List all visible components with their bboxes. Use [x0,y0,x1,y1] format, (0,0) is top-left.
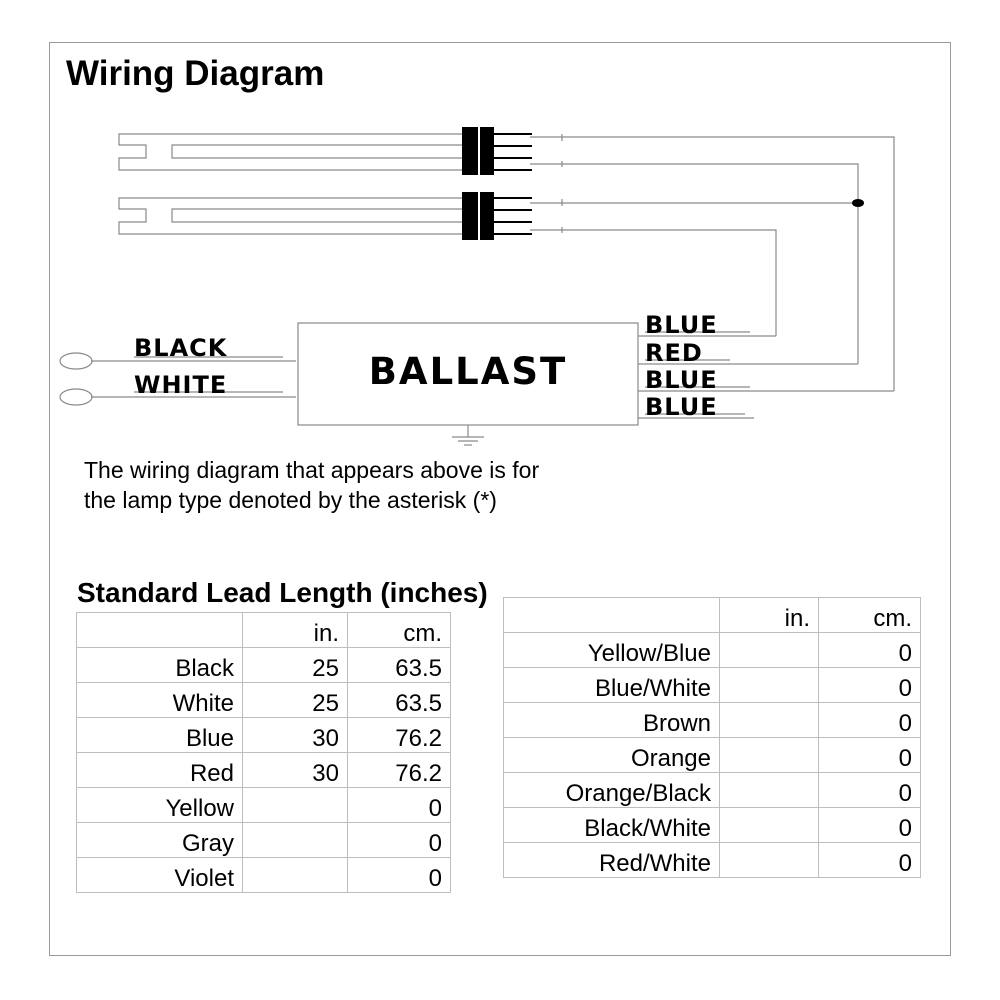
table-cell-cm: 63.5 [348,683,451,718]
table-header-cell [504,598,720,633]
table-cell-in [720,808,819,843]
table-cell-cm: 63.5 [348,648,451,683]
table-cell-in [243,823,348,858]
table-header-row [77,613,451,648]
table-cell-cm: 0 [819,738,921,773]
table-header-cell: in. [720,598,819,633]
lamp-1 [119,134,462,170]
table-cell-color: Brown [504,703,720,738]
table-cell-cm: 0 [819,808,921,843]
table-cell-in [243,858,348,893]
lamp-2 [119,198,462,234]
table-cell-color: Black [77,648,243,683]
table-row [77,858,451,893]
table-row [504,668,921,703]
table-header-cell [77,613,243,648]
lead-length-table-left [76,612,451,893]
wire-label-blue-1: BLUE [645,311,718,339]
ballast-label: BALLAST [368,350,568,393]
wire-label-red: RED [645,339,703,367]
table-cell-in: 25 [243,683,348,718]
table-cell-color: Orange/Black [504,773,720,808]
table-cell-in [720,843,819,878]
table-row [504,808,921,843]
table-cell-in [720,738,819,773]
table-cell-color: Blue [77,718,243,753]
table-cell-color: Blue/White [504,668,720,703]
wire-label-blue-3: BLUE [645,393,718,421]
table-header-cell: cm. [819,598,921,633]
table-cell-color: Red [77,753,243,788]
table-cell-in: 30 [243,753,348,788]
lamp-socket-2 [462,192,532,240]
table-cell-in [720,633,819,668]
table-cell-color: Orange [504,738,720,773]
lamp-socket-1 [462,127,532,175]
table-row [504,773,921,808]
table-cell-cm: 0 [819,773,921,808]
table-row [77,683,451,718]
table-cell-color: White [77,683,243,718]
note-line-2: the lamp type denoted by the asterisk (*) [84,487,497,513]
table-cell-in [720,668,819,703]
wire-label-black: BLACK [134,334,228,362]
table-cell-in [720,703,819,738]
table-row [77,753,451,788]
table-cell-in [243,788,348,823]
table-row [504,703,921,738]
table-cell-cm: 76.2 [348,718,451,753]
table-header-cell: cm. [348,613,451,648]
table-row [504,633,921,668]
table-cell-cm: 0 [348,858,451,893]
diagram-note [84,455,539,515]
terminal-white-icon [60,389,92,405]
table-row [77,648,451,683]
table-cell-cm: 0 [819,633,921,668]
table-row [504,738,921,773]
ground-symbol [452,425,484,445]
table-cell-cm: 0 [819,668,921,703]
table-header-cell: in. [243,613,348,648]
table-cell-color: Black/White [504,808,720,843]
table-cell-color: Yellow [77,788,243,823]
table-cell-color: Yellow/Blue [504,633,720,668]
table-row [77,823,451,858]
table-cell-color: Gray [77,823,243,858]
table-cell-cm: 0 [819,843,921,878]
table-cell-in: 25 [243,648,348,683]
page-title: Wiring Diagram [66,54,325,93]
table-cell-cm: 0 [819,703,921,738]
terminal-black-icon [60,353,92,369]
table-cell-in: 30 [243,718,348,753]
junction-dot-icon [852,199,864,207]
table-row [77,718,451,753]
wire-label-blue-2: BLUE [645,366,718,394]
table-cell-cm: 76.2 [348,753,451,788]
table-header-row [504,598,921,633]
table-cell-in [720,773,819,808]
table-cell-color: Red/White [504,843,720,878]
table-row [77,788,451,823]
table-cell-color: Violet [77,858,243,893]
note-line-1: The wiring diagram that appears above is for [84,457,540,483]
lead-length-table-right [503,597,921,878]
table-cell-cm: 0 [348,823,451,858]
table-cell-cm: 0 [348,788,451,823]
lead-length-title: Standard Lead Length (inches) [77,577,488,608]
wire-label-white: WHITE [134,371,228,399]
table-row [504,843,921,878]
